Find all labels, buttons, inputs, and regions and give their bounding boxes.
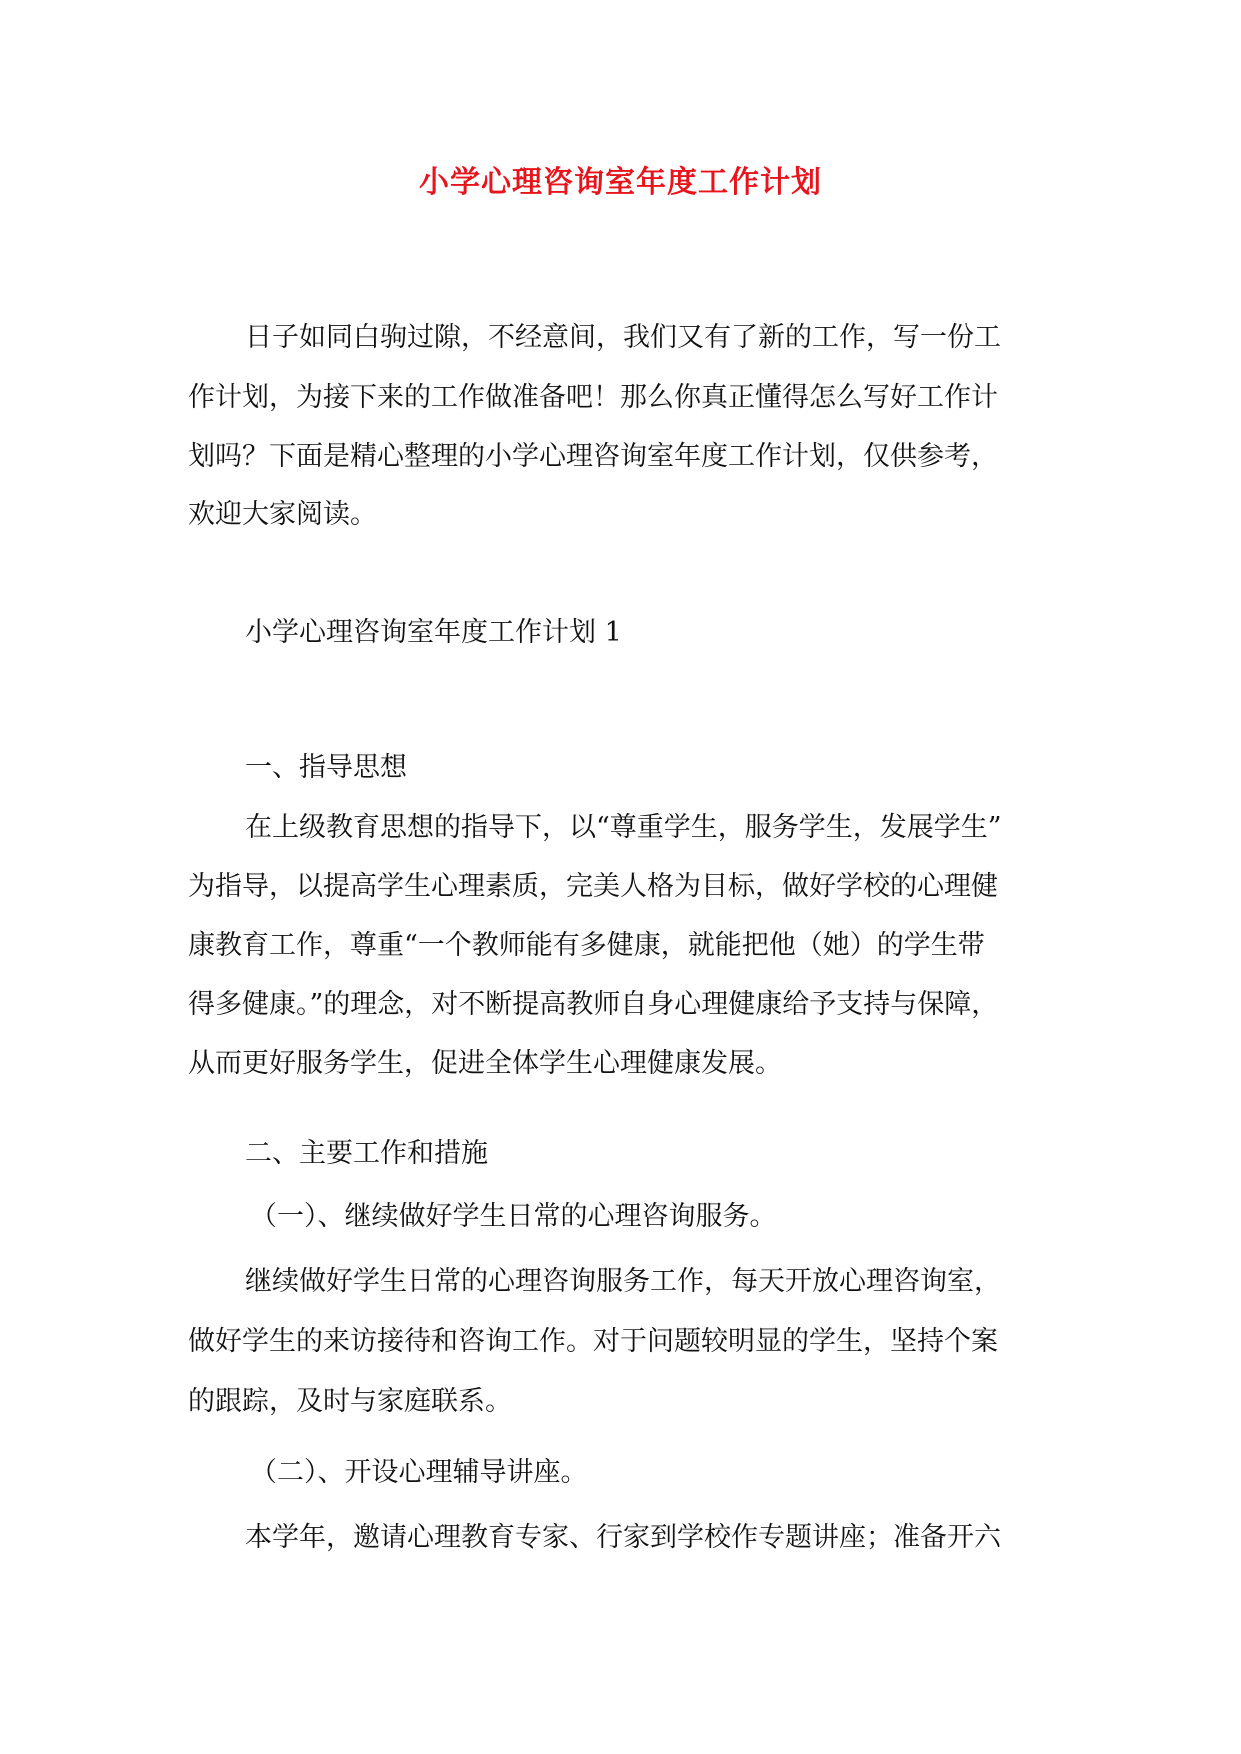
intro-line-1: 日子如同白驹过隙，不经意间，我们又有了新的工作，写一份工 — [245, 322, 1001, 353]
section1-line-1: 在上级教育思想的指导下，以“尊重学生，服务学生，发展学生” — [245, 812, 1002, 843]
section2-heading: 二、主要工作和措施 — [245, 1138, 488, 1169]
sub2-heading: （二）、开设心理辅导讲座。 — [250, 1457, 588, 1488]
sub1-line-3: 的跟踪，及时与家庭联系。 — [188, 1386, 512, 1417]
plan-heading: 小学心理咨询室年度工作计划 1 — [245, 617, 622, 648]
section1-heading: 一、指导思想 — [245, 752, 407, 783]
intro-line-4: 欢迎大家阅读。 — [188, 499, 377, 530]
section1-line-2: 为指导，以提高学生心理素质，完美人格为目标，做好学校的心理健 — [188, 871, 998, 902]
intro-line-2: 作计划，为接下来的工作做准备吧！那么你真正懂得怎么写好工作计 — [188, 382, 998, 413]
section1-line-3: 康教育工作，尊重“一个教师能有多健康，就能把他（她）的学生带 — [188, 930, 985, 961]
section1-line-4: 得多健康。”的理念，对不断提高教师自身心理健康给予支持与保障， — [188, 989, 999, 1020]
sub1-line-1: 继续做好学生日常的心理咨询服务工作，每天开放心理咨询室， — [245, 1266, 1001, 1297]
sub1-heading: （一）、继续做好学生日常的心理咨询服务。 — [250, 1201, 777, 1232]
sub2-line-1: 本学年，邀请心理教育专家、行家到学校作专题讲座；准备开六 — [245, 1522, 1001, 1553]
document-title: 小学心理咨询室年度工作计划 — [419, 165, 822, 200]
sub1-line-2: 做好学生的来访接待和咨询工作。对于问题较明显的学生，坚持个案 — [188, 1326, 998, 1357]
section1-line-5: 从而更好服务学生，促进全体学生心理健康发展。 — [188, 1048, 782, 1079]
intro-line-3: 划吗？下面是精心整理的小学心理咨询室年度工作计划，仅供参考， — [188, 441, 998, 472]
